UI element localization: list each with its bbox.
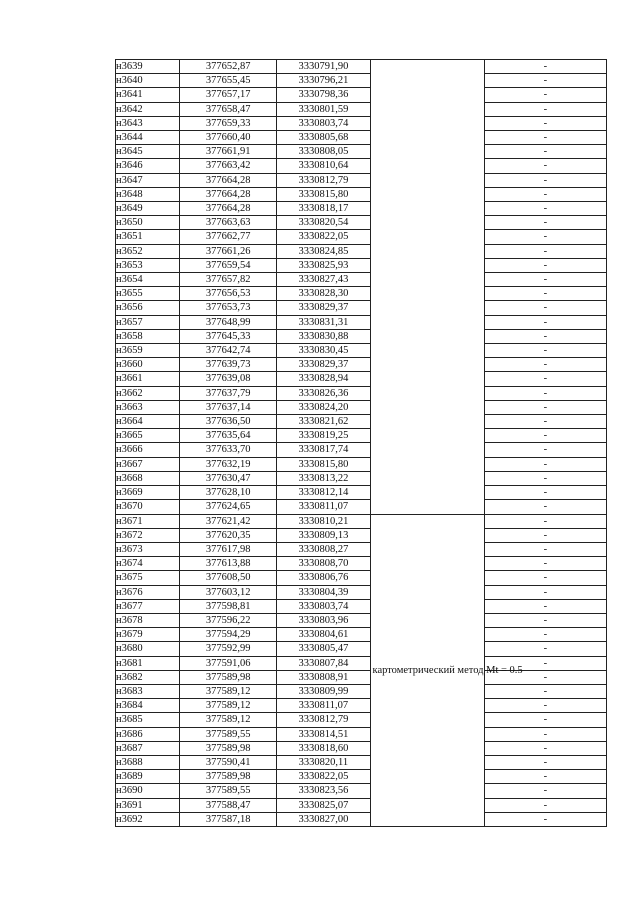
description-cell: -: [484, 145, 606, 159]
table-row: [116, 699, 607, 713]
description-cell: -: [484, 372, 606, 386]
x-coordinate-cell: 377653,73: [180, 301, 277, 315]
y-coordinate-cell: 3330804,61: [277, 628, 370, 642]
y-coordinate-cell: 3330808,05: [277, 145, 370, 159]
table-row: [116, 486, 607, 500]
table-row: [116, 258, 607, 272]
table-row: [116, 230, 607, 244]
y-coordinate-cell: 3330815,80: [277, 187, 370, 201]
description-cell: -: [484, 102, 606, 116]
y-coordinate-cell: 3330820,54: [277, 216, 370, 230]
table-row: [116, 301, 607, 315]
x-coordinate-cell: 377608,50: [180, 571, 277, 585]
point-id-cell: н3661: [116, 372, 180, 386]
table-row: [116, 60, 607, 74]
x-coordinate-cell: 377587,18: [180, 812, 277, 826]
x-coordinate-cell: 377645,33: [180, 329, 277, 343]
description-cell: -: [484, 159, 606, 173]
table-row: [116, 74, 607, 88]
x-coordinate-cell: 377630,47: [180, 471, 277, 485]
y-coordinate-cell: 3330822,05: [277, 230, 370, 244]
table-row: [116, 571, 607, 585]
point-id-cell: н3659: [116, 344, 180, 358]
point-id-cell: н3658: [116, 329, 180, 343]
table-row: [116, 443, 607, 457]
point-id-cell: н3645: [116, 145, 180, 159]
description-cell: -: [484, 429, 606, 443]
y-coordinate-cell: 3330825,93: [277, 258, 370, 272]
x-coordinate-cell: 377620,35: [180, 528, 277, 542]
x-coordinate-cell: 377624,65: [180, 500, 277, 514]
point-id-cell: н3655: [116, 287, 180, 301]
coordinates-table-body: [116, 60, 607, 827]
description-cell: -: [484, 88, 606, 102]
x-coordinate-cell: 377589,98: [180, 770, 277, 784]
table-row: [116, 187, 607, 201]
table-row: [116, 315, 607, 329]
table-row: [116, 372, 607, 386]
description-cell: -: [484, 131, 606, 145]
point-id-cell: н3641: [116, 88, 180, 102]
x-coordinate-cell: 377589,12: [180, 699, 277, 713]
description-cell: -: [484, 329, 606, 343]
point-id-cell: н3677: [116, 599, 180, 613]
table-row: [116, 173, 607, 187]
y-coordinate-cell: 3330812,79: [277, 173, 370, 187]
x-coordinate-cell: 377589,12: [180, 713, 277, 727]
table-row: [116, 131, 607, 145]
point-id-cell: н3644: [116, 131, 180, 145]
y-coordinate-cell: 3330824,85: [277, 244, 370, 258]
description-cell: -: [484, 812, 606, 826]
x-coordinate-cell: 377664,28: [180, 202, 277, 216]
x-coordinate-cell: 377635,64: [180, 429, 277, 443]
point-id-cell: н3656: [116, 301, 180, 315]
point-id-cell: н3684: [116, 699, 180, 713]
x-coordinate-cell: 377589,12: [180, 684, 277, 698]
point-id-cell: н3670: [116, 500, 180, 514]
y-coordinate-cell: 3330798,36: [277, 88, 370, 102]
table-row: [116, 798, 607, 812]
x-coordinate-cell: 377657,17: [180, 88, 277, 102]
y-coordinate-cell: 3330791,90: [277, 60, 370, 74]
y-coordinate-cell: 3330808,27: [277, 542, 370, 556]
y-coordinate-cell: 3330826,36: [277, 386, 370, 400]
point-id-cell: н3691: [116, 798, 180, 812]
x-coordinate-cell: 377589,98: [180, 741, 277, 755]
point-id-cell: н3642: [116, 102, 180, 116]
table-row: [116, 713, 607, 727]
point-id-cell: н3674: [116, 557, 180, 571]
y-coordinate-cell: 3330827,43: [277, 273, 370, 287]
description-cell: -: [484, 187, 606, 201]
point-id-cell: н3671: [116, 514, 180, 528]
x-coordinate-cell: 377663,42: [180, 159, 277, 173]
table-row: [116, 216, 607, 230]
description-cell: -: [484, 542, 606, 556]
point-id-cell: н3682: [116, 670, 180, 684]
table-row: [116, 344, 607, 358]
table-row: [116, 88, 607, 102]
x-coordinate-cell: 377642,74: [180, 344, 277, 358]
y-coordinate-cell: 3330830,45: [277, 344, 370, 358]
y-coordinate-cell: 3330810,21: [277, 514, 370, 528]
table-row: [116, 727, 607, 741]
y-coordinate-cell: 3330823,56: [277, 784, 370, 798]
table-row: [116, 287, 607, 301]
description-cell: -: [484, 216, 606, 230]
description-cell: -: [484, 486, 606, 500]
point-id-cell: н3660: [116, 358, 180, 372]
table-row: [116, 500, 607, 514]
point-id-cell: н3672: [116, 528, 180, 542]
description-cell: -: [484, 173, 606, 187]
description-cell: -: [484, 400, 606, 414]
x-coordinate-cell: 377662,77: [180, 230, 277, 244]
table-row: [116, 400, 607, 414]
y-coordinate-cell: 3330818,17: [277, 202, 370, 216]
y-coordinate-cell: 3330831,31: [277, 315, 370, 329]
x-coordinate-cell: 377664,28: [180, 173, 277, 187]
description-cell: -: [484, 514, 606, 528]
point-id-cell: н3646: [116, 159, 180, 173]
description-cell: -: [484, 443, 606, 457]
table-row: [116, 557, 607, 571]
y-coordinate-cell: 3330808,91: [277, 670, 370, 684]
table-row: [116, 457, 607, 471]
point-id-cell: н3690: [116, 784, 180, 798]
y-coordinate-cell: 3330824,20: [277, 400, 370, 414]
x-coordinate-cell: 377660,40: [180, 131, 277, 145]
description-cell: -: [484, 116, 606, 130]
y-coordinate-cell: 3330814,51: [277, 727, 370, 741]
y-coordinate-cell: 3330817,74: [277, 443, 370, 457]
description-cell: -: [484, 656, 606, 670]
description-cell: -: [484, 273, 606, 287]
description-cell: -: [484, 642, 606, 656]
table-row: [116, 528, 607, 542]
description-cell: -: [484, 287, 606, 301]
x-coordinate-cell: 377661,26: [180, 244, 277, 258]
x-coordinate-cell: 377632,19: [180, 457, 277, 471]
x-coordinate-cell: 377656,53: [180, 287, 277, 301]
x-coordinate-cell: 377637,79: [180, 386, 277, 400]
x-coordinate-cell: 377663,63: [180, 216, 277, 230]
description-cell: -: [484, 344, 606, 358]
table-row: [116, 429, 607, 443]
description-cell: -: [484, 60, 606, 74]
description-cell: -: [484, 202, 606, 216]
y-coordinate-cell: 3330803,74: [277, 116, 370, 130]
y-coordinate-cell: 3330818,60: [277, 741, 370, 755]
y-coordinate-cell: 3330803,96: [277, 613, 370, 627]
x-coordinate-cell: 377598,81: [180, 599, 277, 613]
method-label: картометрический метод Mt = 0.5: [372, 664, 523, 676]
y-coordinate-cell: 3330827,00: [277, 812, 370, 826]
point-id-cell: н3647: [116, 173, 180, 187]
y-coordinate-cell: 3330808,70: [277, 557, 370, 571]
description-cell: -: [484, 315, 606, 329]
table-row: [116, 273, 607, 287]
table-row: [116, 514, 607, 528]
point-id-cell: н3653: [116, 258, 180, 272]
description-cell: -: [484, 571, 606, 585]
table-row: [116, 670, 607, 684]
table-row: [116, 116, 607, 130]
x-coordinate-cell: 377658,47: [180, 102, 277, 116]
description-cell: -: [484, 457, 606, 471]
description-cell: -: [484, 670, 606, 684]
description-cell: -: [484, 358, 606, 372]
x-coordinate-cell: 377636,50: [180, 415, 277, 429]
y-coordinate-cell: 3330805,68: [277, 131, 370, 145]
description-cell: -: [484, 684, 606, 698]
description-cell: -: [484, 528, 606, 542]
y-coordinate-cell: 3330815,80: [277, 457, 370, 471]
point-id-cell: н3669: [116, 486, 180, 500]
description-cell: -: [484, 798, 606, 812]
description-cell: -: [484, 557, 606, 571]
point-id-cell: н3686: [116, 727, 180, 741]
table-row: [116, 244, 607, 258]
point-id-cell: н3649: [116, 202, 180, 216]
x-coordinate-cell: 377633,70: [180, 443, 277, 457]
y-coordinate-cell: 3330819,25: [277, 429, 370, 443]
y-coordinate-cell: 3330796,21: [277, 74, 370, 88]
table-row: [116, 628, 607, 642]
point-id-cell: н3675: [116, 571, 180, 585]
description-cell: -: [484, 599, 606, 613]
x-coordinate-cell: 377589,55: [180, 784, 277, 798]
table-row: [116, 656, 607, 670]
description-cell: -: [484, 415, 606, 429]
point-id-cell: н3663: [116, 400, 180, 414]
y-coordinate-cell: 3330801,59: [277, 102, 370, 116]
x-coordinate-cell: 377639,73: [180, 358, 277, 372]
point-id-cell: н3667: [116, 457, 180, 471]
description-cell: -: [484, 258, 606, 272]
y-coordinate-cell: 3330809,13: [277, 528, 370, 542]
description-cell: -: [484, 699, 606, 713]
description-cell: -: [484, 230, 606, 244]
y-coordinate-cell: 3330821,62: [277, 415, 370, 429]
y-coordinate-cell: 3330830,88: [277, 329, 370, 343]
x-coordinate-cell: 377596,22: [180, 613, 277, 627]
table-row: [116, 542, 607, 556]
point-id-cell: н3681: [116, 656, 180, 670]
point-id-cell: н3643: [116, 116, 180, 130]
point-id-cell: н3680: [116, 642, 180, 656]
point-id-cell: н3668: [116, 471, 180, 485]
x-coordinate-cell: 377648,99: [180, 315, 277, 329]
method-cell: [370, 514, 523, 826]
table-row: [116, 386, 607, 400]
x-coordinate-cell: 377590,41: [180, 755, 277, 769]
description-cell: -: [484, 784, 606, 798]
x-coordinate-cell: 377613,88: [180, 557, 277, 571]
x-coordinate-cell: 377592,99: [180, 642, 277, 656]
y-coordinate-cell: 3330829,37: [277, 358, 370, 372]
table-row: [116, 599, 607, 613]
description-cell: -: [484, 301, 606, 315]
point-id-cell: н3648: [116, 187, 180, 201]
point-id-cell: н3685: [116, 713, 180, 727]
description-cell: -: [484, 585, 606, 599]
x-coordinate-cell: 377655,45: [180, 74, 277, 88]
point-id-cell: н3654: [116, 273, 180, 287]
y-coordinate-cell: 3330812,14: [277, 486, 370, 500]
description-cell: -: [484, 74, 606, 88]
x-coordinate-cell: 377639,08: [180, 372, 277, 386]
point-id-cell: н3688: [116, 755, 180, 769]
y-coordinate-cell: 3330825,07: [277, 798, 370, 812]
y-coordinate-cell: 3330811,07: [277, 500, 370, 514]
description-cell: -: [484, 770, 606, 784]
description-cell: -: [484, 386, 606, 400]
table-row: [116, 642, 607, 656]
point-id-cell: н3678: [116, 613, 180, 627]
description-cell: -: [484, 613, 606, 627]
point-id-cell: н3650: [116, 216, 180, 230]
point-id-cell: н3662: [116, 386, 180, 400]
description-cell: -: [484, 755, 606, 769]
y-coordinate-cell: 3330806,76: [277, 571, 370, 585]
y-coordinate-cell: 3330828,30: [277, 287, 370, 301]
x-coordinate-cell: 377591,06: [180, 656, 277, 670]
y-coordinate-cell: 3330805,47: [277, 642, 370, 656]
y-coordinate-cell: 3330820,11: [277, 755, 370, 769]
x-coordinate-cell: 377628,10: [180, 486, 277, 500]
y-coordinate-cell: 3330813,22: [277, 471, 370, 485]
table-row: [116, 202, 607, 216]
table-row: [116, 784, 607, 798]
table-row: [116, 329, 607, 343]
table-row: [116, 159, 607, 173]
x-coordinate-cell: 377659,33: [180, 116, 277, 130]
table-row: [116, 145, 607, 159]
x-coordinate-cell: 377661,91: [180, 145, 277, 159]
point-id-cell: н3683: [116, 684, 180, 698]
table-row: [116, 770, 607, 784]
point-id-cell: н3639: [116, 60, 180, 74]
table-row: [116, 755, 607, 769]
table-row: [116, 471, 607, 485]
table-row: [116, 684, 607, 698]
description-cell: -: [484, 500, 606, 514]
y-coordinate-cell: 3330828,94: [277, 372, 370, 386]
x-coordinate-cell: 377637,14: [180, 400, 277, 414]
description-cell: -: [484, 471, 606, 485]
point-id-cell: н3640: [116, 74, 180, 88]
point-id-cell: н3664: [116, 415, 180, 429]
point-id-cell: н3673: [116, 542, 180, 556]
y-coordinate-cell: 3330811,07: [277, 699, 370, 713]
table-row: [116, 415, 607, 429]
point-id-cell: н3687: [116, 741, 180, 755]
y-coordinate-cell: 3330829,37: [277, 301, 370, 315]
x-coordinate-cell: 377621,42: [180, 514, 277, 528]
y-coordinate-cell: 3330803,74: [277, 599, 370, 613]
point-id-cell: н3692: [116, 812, 180, 826]
point-id-cell: н3657: [116, 315, 180, 329]
x-coordinate-cell: 377589,98: [180, 670, 277, 684]
x-coordinate-cell: 377652,87: [180, 60, 277, 74]
description-cell: -: [484, 727, 606, 741]
x-coordinate-cell: 377589,55: [180, 727, 277, 741]
x-coordinate-cell: 377664,28: [180, 187, 277, 201]
y-coordinate-cell: 3330810,64: [277, 159, 370, 173]
y-coordinate-cell: 3330822,05: [277, 770, 370, 784]
x-coordinate-cell: 377588,47: [180, 798, 277, 812]
description-cell: -: [484, 741, 606, 755]
point-id-cell: н3676: [116, 585, 180, 599]
x-coordinate-cell: 377594,29: [180, 628, 277, 642]
point-id-cell: н3679: [116, 628, 180, 642]
coordinates-table: [115, 59, 607, 827]
table-row: [116, 613, 607, 627]
table-row: [116, 585, 607, 599]
point-id-cell: н3689: [116, 770, 180, 784]
table-row: [116, 812, 607, 826]
y-coordinate-cell: 3330812,79: [277, 713, 370, 727]
point-id-cell: н3666: [116, 443, 180, 457]
description-cell: -: [484, 713, 606, 727]
table-row: [116, 102, 607, 116]
point-id-cell: н3652: [116, 244, 180, 258]
x-coordinate-cell: 377603,12: [180, 585, 277, 599]
table-row: [116, 741, 607, 755]
y-coordinate-cell: 3330809,99: [277, 684, 370, 698]
description-cell: -: [484, 244, 606, 258]
point-id-cell: н3651: [116, 230, 180, 244]
point-id-cell: н3665: [116, 429, 180, 443]
method-cell-empty: [370, 60, 484, 515]
description-cell: -: [484, 628, 606, 642]
table-row: [116, 358, 607, 372]
y-coordinate-cell: 3330804,39: [277, 585, 370, 599]
x-coordinate-cell: 377659,54: [180, 258, 277, 272]
y-coordinate-cell: 3330807,84: [277, 656, 370, 670]
x-coordinate-cell: 377617,98: [180, 542, 277, 556]
x-coordinate-cell: 377657,82: [180, 273, 277, 287]
